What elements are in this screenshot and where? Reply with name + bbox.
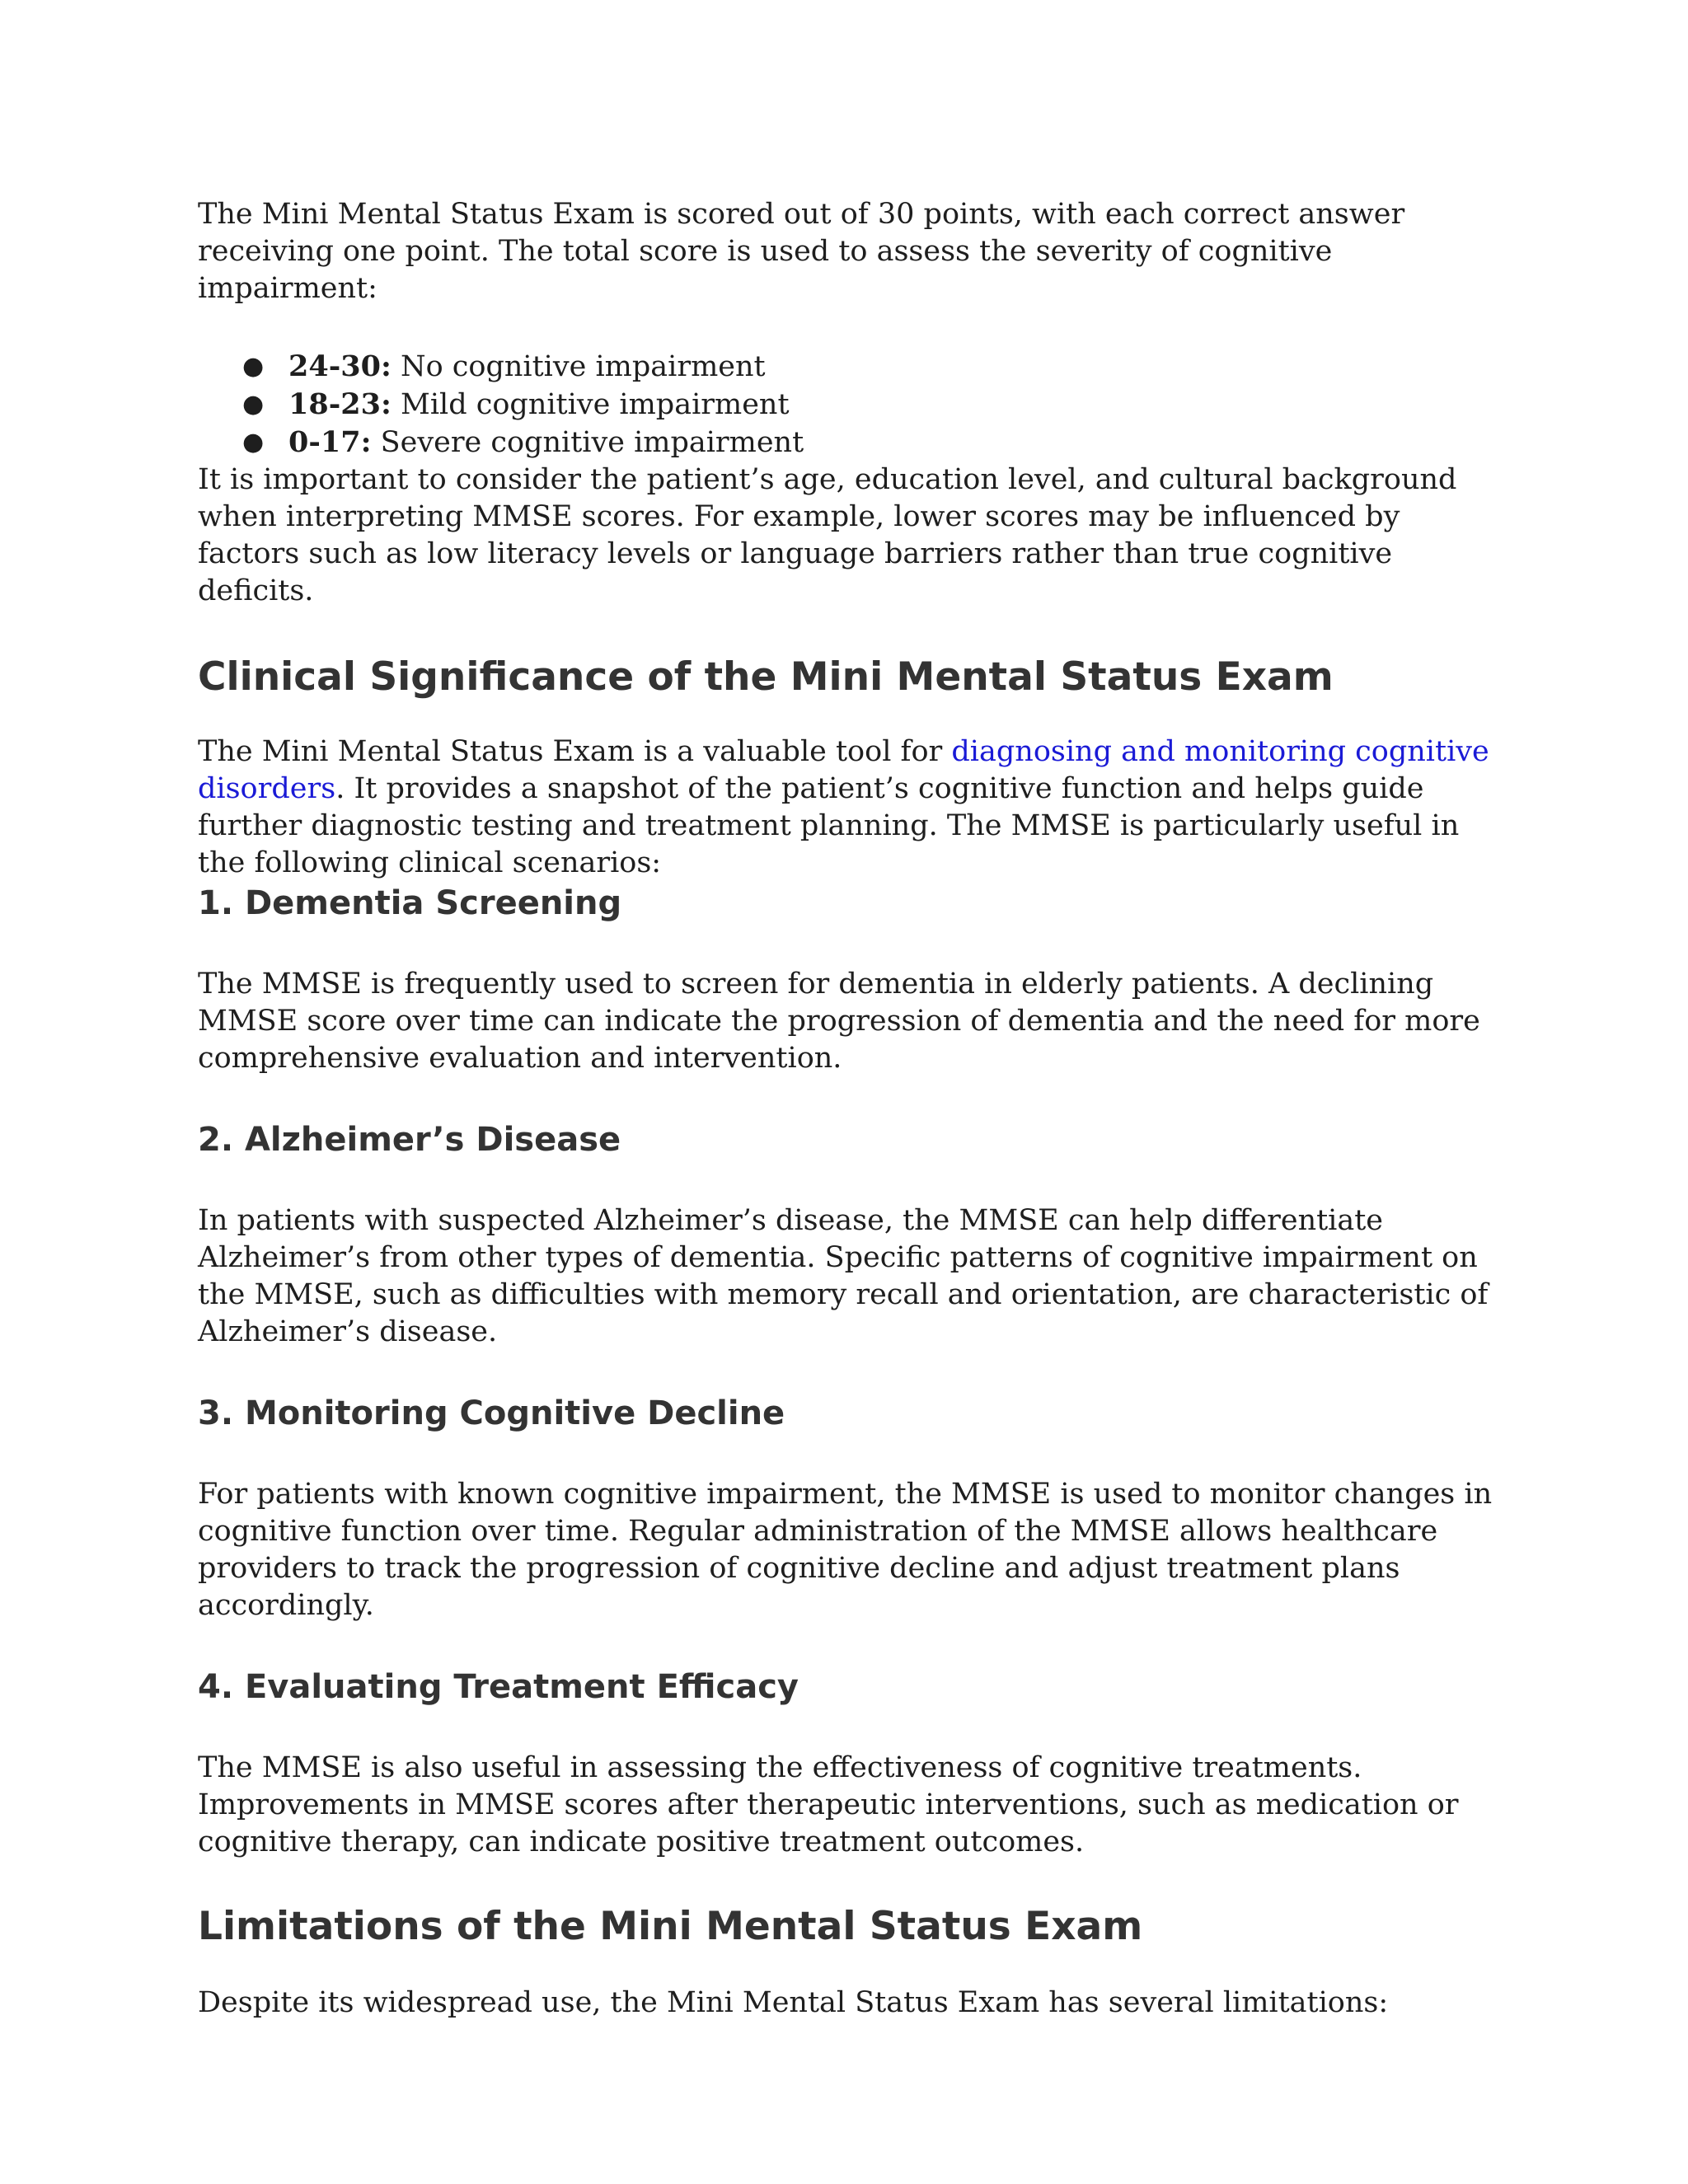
limitations-heading: Limitations of the Mini Mental Status Exam — [198, 1904, 1143, 1949]
list-item — [242, 424, 1500, 462]
section-text-monitoring: For patients with known cognitive impairment, the MMSE is used to monitor changes in cognitive function over time. Regular administration of the MMSE allows healthcare providers to track the progression of cognitive decline and adjust treatment plans accordingly. — [198, 1478, 1493, 1622]
section-heading-alzheimers: 2. Alzheimer’s Disease — [198, 1121, 621, 1159]
list-item — [242, 348, 1500, 386]
clinical-text-end: . It provides a snapshot of the patient’s cognitive function and helps guide further diagnostic testing and treatment planning. The MMSE is particularly useful in the following clinical scenarios: — [198, 772, 1460, 879]
list-item — [242, 386, 1500, 424]
clinical-heading: Clinical Significance of the Mini Mental Status Exam — [198, 654, 1334, 700]
section-text-alzheimers: In patients with suspected Alzheimer’s disease, the MMSE can help differentiate Alzheimer’s from other types of dementia. Specific patterns of cognitive impairment on the MMSE, such as difficulties with memory recall and orientation, are characteristic of Alzheimer’s disease. — [198, 1204, 1489, 1348]
bullet-icon: ● — [242, 390, 265, 419]
section-heading-monitoring: 3. Monitoring Cognitive Decline — [198, 1394, 785, 1432]
bullet-icon: ● — [242, 352, 265, 381]
score-range: 0-17: — [288, 425, 372, 459]
section-heading-dementia: 1. Dementia Screening — [198, 884, 622, 922]
score-label: Severe cognitive impairment — [371, 426, 804, 459]
intro-paragraph: The Mini Mental Status Exam is scored out of 30 points, with each correct answer receiving one point. The total score is used to assess the severity of cognitive impairment: — [198, 198, 1405, 305]
bullet-icon: ● — [242, 428, 265, 457]
section-heading-treatment: 4. Evaluating Treatment Efficacy — [198, 1668, 799, 1706]
score-label: Mild cognitive impairment — [391, 388, 790, 421]
clinical-text-start: The Mini Mental Status Exam is a valuable tool for — [198, 735, 952, 768]
diagnosing-link[interactable]: diagnosing and monitoring cognitive disorders — [198, 735, 1489, 805]
section-text-treatment: The MMSE is also useful in assessing the effectiveness of cognitive treatments. Improvements in MMSE scores after therapeutic interventions, such as medication or cognitive therapy, can indicate positive treatment outcomes. — [198, 1751, 1459, 1858]
considerations-paragraph: It is important to consider the patient’s age, education level, and cultural background when interpreting MMSE scores. For example, lower scores may be influenced by factors such as low literacy levels or language barriers rather than true cognitive deficits. — [198, 463, 1457, 607]
section-text-dementia: The MMSE is frequently used to screen for dementia in elderly patients. A declining MMSE score over time can indicate the progression of dementia and the need for more comprehensive evaluation and intervention. — [198, 968, 1480, 1075]
score-range: 18-23: — [288, 387, 392, 421]
clinical-paragraph — [198, 733, 1500, 882]
document-page — [198, 196, 1500, 2022]
score-range: 24-30: — [288, 349, 392, 383]
score-label: No cognitive impairment — [391, 350, 766, 383]
limitations-paragraph: Despite its widespread use, the Mini Mental Status Exam has several limitations: — [198, 1986, 1389, 2019]
score-list — [198, 348, 1500, 462]
